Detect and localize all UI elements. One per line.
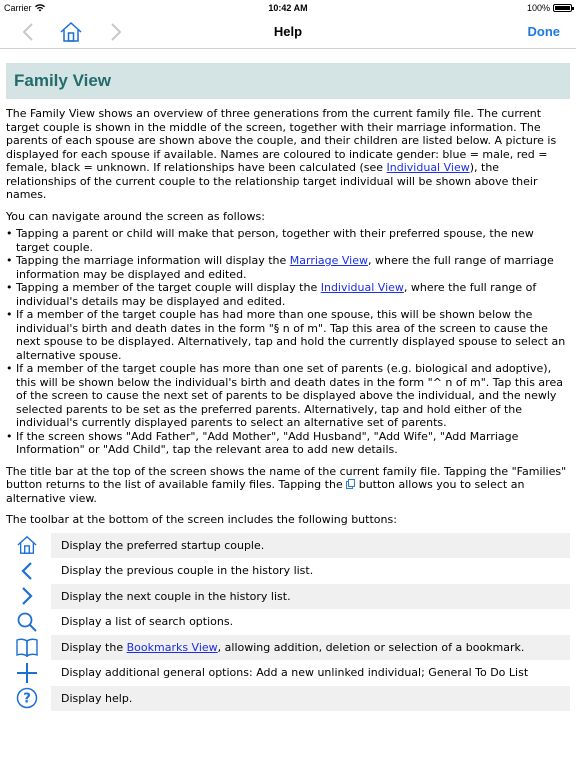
table-cell-text: Display the <box>61 640 124 654</box>
back-chevron-icon <box>6 558 48 584</box>
list-item: • If a member of the target couple has had more than one spouse, this will be shown below the individual's birth and death dates in the form "§ n of m". Tap this area of the screen to cause the next spouse to be displayed. Alternatively, tap and hold the currently displayed spouse to select an alternative spouse. <box>6 308 570 362</box>
table-cell: Display the next couple in the history list. <box>51 584 570 610</box>
intro-text-end: ), the relationships of the current couple to the relationship target individual will be shown above their names. <box>6 161 538 201</box>
table-row <box>6 660 570 686</box>
forward-chevron-icon <box>6 584 48 610</box>
nav-title: Help <box>273 24 303 39</box>
marriage-view-link[interactable]: Marriage View <box>289 254 368 267</box>
list-item-text: Tapping a member of the target couple will display the <box>16 281 321 294</box>
help-content <box>0 49 576 711</box>
status-right <box>527 0 572 16</box>
table-cell: Display the previous couple in the history list. <box>61 564 314 578</box>
done-button[interactable]: Done <box>527 24 560 39</box>
table-cell: Display a list of search options. <box>61 615 234 629</box>
plus-icon <box>6 660 48 686</box>
list-item: • If the screen shows "Add Father", "Add Mother", "Add Husband", "Add Wife", "Add Marriage Information" or "Add Child", tap the relevant area to add new details. <box>6 430 570 457</box>
navigation-bar <box>0 16 576 49</box>
table-row <box>6 686 570 712</box>
list-item <box>6 281 570 308</box>
individual-view-link[interactable]: Individual View <box>320 281 404 294</box>
table-row <box>6 584 570 610</box>
battery-percent: 100% <box>526 3 550 13</box>
title-bar-paragraph <box>6 465 570 506</box>
list-item-text: , where the full range of marriage information may be displayed and edited. <box>16 254 554 281</box>
page-title: Family View <box>6 63 570 99</box>
navigate-intro: You can navigate around the screen as follows: <box>6 209 265 223</box>
list-item: • If a member of the target couple has more than one set of parents (e.g. biological and adoptive), this will be shown below the individual's birth and death dates in the form "^ n of m". Tap this area of the screen to cause the next set of parents to be displayed above the individual, and the newly selected parents to be set as the preferred parents. Alternatively, tap and hold either of the individual's currently displayed parents to select an alternative set of parents. <box>6 362 570 430</box>
individual-view-link[interactable]: Individual View <box>386 161 470 174</box>
battery-icon <box>553 4 572 12</box>
title-bar-text-end: button allows you to select an alternative view. <box>6 478 525 505</box>
alternative-view-icon <box>346 479 355 489</box>
list-item-text: , where the full range of individual's details may be displayed and edited. <box>16 281 537 308</box>
table-cell <box>51 635 570 661</box>
svg-text:?: ? <box>23 691 31 707</box>
intro-paragraph <box>6 107 570 202</box>
list-item: • Tapping a parent or child will make that person, together with their preferred spouse, the new target couple. <box>6 227 570 254</box>
title-bar-text: The title bar at the top of the screen shows the name of the current family file. Tapping the "Families" button returns to the list of available family files. Tapping the <box>6 464 567 491</box>
list-item-text: Tapping the marriage information will display the <box>16 254 290 267</box>
toolbar-buttons-table <box>6 533 570 712</box>
list-item <box>6 254 570 281</box>
table-row <box>6 558 570 584</box>
table-cell: Display additional general options: Add a new unlinked individual; General To Do List <box>61 666 529 680</box>
carrier-label: Carrier <box>4 3 32 13</box>
navigation-list <box>6 227 570 457</box>
toolbar-intro: The toolbar at the bottom of the screen includes the following buttons: <box>6 513 397 526</box>
table-row <box>6 533 570 559</box>
table-row <box>6 609 570 635</box>
help-icon <box>6 686 48 712</box>
table-cell-text-end: , allowing addition, deletion or selection of a bookmark. <box>217 640 525 654</box>
table-cell: Display the preferred startup couple. <box>51 533 570 559</box>
search-icon <box>6 609 48 635</box>
table-cell: Display help. <box>51 686 570 712</box>
bookmarks-view-link[interactable]: Bookmarks View <box>126 640 218 654</box>
status-bar <box>0 0 576 16</box>
intro-text: The Family View shows an overview of three generations from the current family file. The current target couple is shown in the middle of the screen, together with their marriage information. The parents of each spouse are shown above the couple, and their children are listed below. A picture is displayed for each spouse if available. Names are coloured to indicate gender: blue = male, red = female, black = unknown. If relationships have been calculated (see <box>6 107 557 174</box>
home-icon <box>6 533 48 559</box>
status-time: 10:42 AM <box>268 3 308 13</box>
bookmark-book-icon <box>6 635 48 661</box>
table-row <box>6 635 570 661</box>
